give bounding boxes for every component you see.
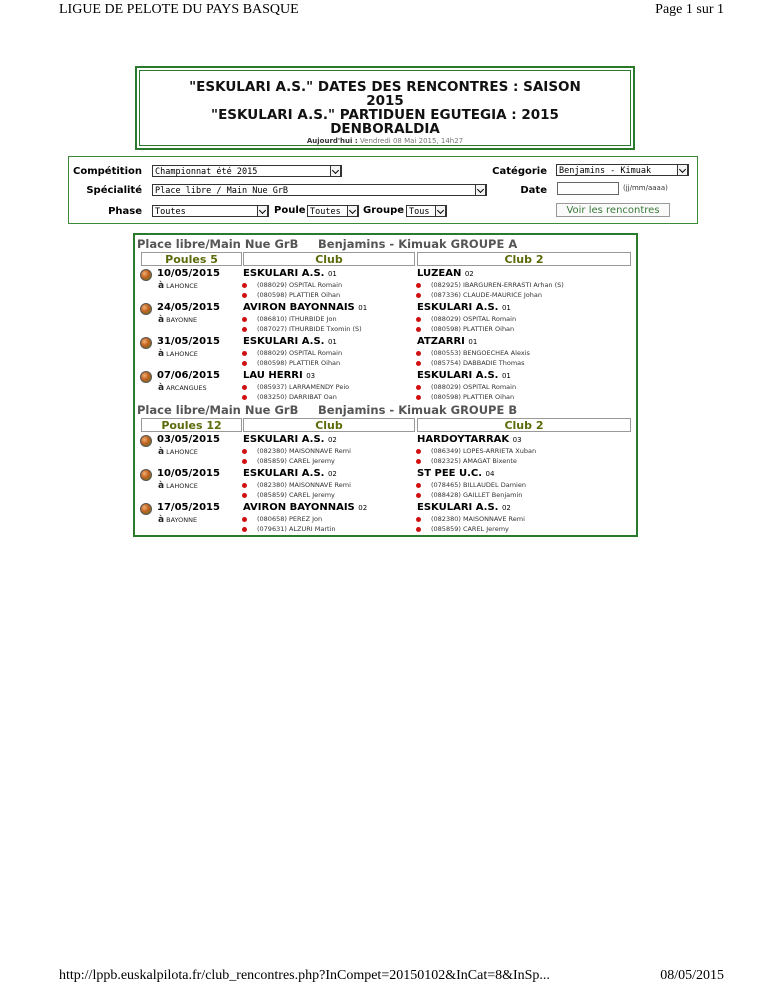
column-header-club: Club	[243, 418, 415, 432]
club2-title: ESKULARI A.S.	[417, 502, 499, 513]
club2-player: (088029) OSPITAL Romain	[431, 383, 517, 391]
match-row	[135, 468, 635, 500]
page-title-line2: 2015	[366, 93, 404, 109]
club1-title: AVIRON BAYONNAIS	[243, 502, 355, 513]
match-location	[158, 481, 198, 491]
club1-player: (082380) MAISONNAVE Remi	[257, 481, 351, 489]
club2-team-number: 01	[501, 372, 511, 380]
club2-name	[417, 268, 474, 279]
club1-player: (085937) LARRAMENDY Peio	[257, 383, 350, 391]
page-title-line4: DENBORALDIA	[330, 121, 440, 137]
poule-value: Toutes	[310, 207, 341, 217]
match-date: 24/05/2015	[157, 302, 220, 313]
poule-label: Poule	[274, 205, 306, 216]
results-panel	[133, 233, 638, 537]
groupe-label: Groupe	[363, 205, 405, 216]
match-date: 07/06/2015	[157, 370, 220, 381]
club1-team-number: 02	[358, 504, 368, 512]
pelote-ball-icon[interactable]	[140, 469, 152, 481]
club2-name	[417, 302, 511, 313]
club1-player: (088029) OSPITAL Romain	[257, 349, 343, 357]
club1-player: (088029) OSPITAL Romain	[257, 281, 343, 289]
print-footer-url: http://lppb.euskalpilota.fr/club_rencontres.php?InCompet=20150102&InCat=8&InSp...	[59, 968, 550, 983]
club2-name	[417, 336, 477, 347]
specialite-label: Spécialité	[86, 185, 142, 196]
club1-team-number: 03	[306, 372, 316, 380]
club2-player: (086349) LOPES-ARRIETA Xuban	[431, 447, 537, 455]
location-prefix: à	[158, 281, 165, 291]
pelote-ball-icon[interactable]	[140, 371, 152, 383]
pelote-ball-icon[interactable]	[140, 303, 152, 315]
club1-player: (080658) PEREZ Jon	[257, 515, 323, 523]
location-name: LAHONCE	[166, 448, 198, 456]
match-row	[135, 434, 635, 466]
club1-player: (080598) PLATTIER Oihan	[257, 291, 341, 299]
phase-value: Toutes	[155, 207, 186, 217]
club1-team-number: 01	[358, 304, 368, 312]
club1-team-number: 02	[327, 436, 337, 444]
club2-player: (080598) PLATTIER Oihan	[431, 393, 515, 401]
column-header-poule: Poules 5	[141, 252, 242, 266]
location-prefix: à	[158, 481, 165, 491]
print-header-title: LIGUE DE PELOTE DU PAYS BASQUE	[59, 2, 299, 17]
date-label: Date	[520, 185, 547, 196]
group-specialite: Place libre/Main Nue GrB	[137, 403, 299, 417]
groupe-select[interactable]	[406, 205, 447, 217]
club2-player: (082925) IBARGUREN-ERRASTI Arhan (S)	[431, 281, 564, 289]
categorie-select[interactable]	[556, 164, 689, 176]
date-input[interactable]	[557, 182, 619, 195]
club2-title: ATZARRI	[417, 336, 465, 347]
match-date: 03/05/2015	[157, 434, 220, 445]
match-date: 10/05/2015	[157, 268, 220, 279]
phase-label: Phase	[108, 206, 142, 217]
match-row	[135, 302, 635, 334]
match-location	[158, 349, 198, 359]
club1-player: (086810) ITHURBIDE Jon	[257, 315, 337, 323]
club1-name	[243, 434, 337, 445]
location-name: LAHONCE	[166, 482, 198, 490]
club2-player: (078465) BILLAUDEL Damien	[431, 481, 526, 489]
today-value: Vendredi 08 Mai 2015, 14h27	[359, 137, 464, 145]
match-location	[158, 515, 197, 525]
location-prefix: à	[158, 515, 165, 525]
group-specialite: Place libre/Main Nue GrB	[137, 237, 299, 251]
chevron-down-icon	[677, 164, 688, 176]
club2-title: ESKULARI A.S.	[417, 302, 499, 313]
club1-player: (085859) CAREL Jeremy	[257, 491, 335, 499]
competition-label: Compétition	[73, 166, 142, 177]
categorie-label: Catégorie	[492, 166, 547, 177]
club2-player: (080598) PLATTIER Oihan	[431, 325, 515, 333]
match-location	[158, 281, 198, 291]
club2-player: (082325) AMAGAT Bixente	[431, 457, 517, 465]
club2-team-number: 01	[468, 338, 478, 346]
club2-team-number: 03	[512, 436, 522, 444]
club1-player: (080598) PLATTIER Oihan	[257, 359, 341, 367]
match-location	[158, 447, 198, 457]
pelote-ball-icon[interactable]	[140, 337, 152, 349]
club1-player: (083250) DARRIBAT Oan	[257, 393, 337, 401]
club1-title: ESKULARI A.S.	[243, 268, 325, 279]
match-date: 10/05/2015	[157, 468, 220, 479]
match-location	[158, 383, 207, 393]
location-name: LAHONCE	[166, 282, 198, 290]
club1-name	[243, 302, 367, 313]
club2-player: (087336) CLAUDE-MAURICE Johan	[431, 291, 542, 299]
club1-player: (087027) ITHURBIDE Txomin (S)	[257, 325, 362, 333]
club1-name	[243, 502, 367, 513]
competition-select[interactable]	[152, 165, 342, 177]
location-prefix: à	[158, 349, 165, 359]
club1-team-number: 01	[327, 270, 337, 278]
page-title-box	[135, 66, 635, 150]
club2-team-number: 02	[501, 504, 511, 512]
club2-player: (082380) MAISONNAVE Remi	[431, 515, 525, 523]
location-prefix: à	[158, 315, 165, 325]
club1-team-number: 01	[327, 338, 337, 346]
print-page-number: Page 1 sur 1	[655, 2, 724, 17]
club1-team-number: 02	[327, 470, 337, 478]
categorie-value: Benjamins - Kimuak	[559, 166, 652, 176]
club2-title: LUZEAN	[417, 268, 462, 279]
page-title-line3: "ESKULARI A.S." PARTIDUEN EGUTEGIA : 2015	[211, 107, 559, 123]
competition-value: Championnat été 2015	[155, 167, 258, 177]
location-name: ARCANGUES	[166, 384, 207, 392]
club1-name	[243, 268, 337, 279]
pelote-ball-icon[interactable]	[140, 269, 152, 281]
pelote-ball-icon[interactable]	[140, 503, 152, 515]
column-header-club2: Club 2	[417, 418, 631, 432]
club1-player: (079631) ALZURI Martin	[257, 525, 336, 533]
club1-name	[243, 468, 337, 479]
club2-title: ST PEE U.C.	[417, 468, 483, 479]
group-categorie: Benjamins - Kimuak GROUPE B	[318, 403, 518, 417]
location-prefix: à	[158, 383, 165, 393]
location-name: BAYONNE	[166, 516, 198, 524]
match-date: 31/05/2015	[157, 336, 220, 347]
location-name: LAHONCE	[166, 350, 198, 358]
column-header-club2: Club 2	[417, 252, 631, 266]
column-header-club: Club	[243, 252, 415, 266]
chevron-down-icon	[435, 205, 446, 217]
match-row	[135, 268, 635, 300]
poule-select[interactable]	[307, 205, 359, 217]
club1-title: ESKULARI A.S.	[243, 468, 325, 479]
today-label: Aujourd'hui :	[306, 137, 358, 145]
club1-player: (085859) CAREL Jeremy	[257, 457, 335, 465]
club2-team-number: 01	[501, 304, 511, 312]
print-header	[0, 0, 768, 22]
club1-title: ESKULARI A.S.	[243, 434, 325, 445]
location-name: BAYONNE	[166, 316, 198, 324]
chevron-down-icon	[257, 205, 268, 217]
group-categorie: Benjamins - Kimuak GROUPE A	[318, 237, 518, 251]
pelote-ball-icon[interactable]	[140, 435, 152, 447]
club1-title: AVIRON BAYONNAIS	[243, 302, 355, 313]
club2-player: (088428) GAILLET Benjamin	[431, 491, 523, 499]
club2-player: (088029) OSPITAL Romain	[431, 315, 517, 323]
match-location	[158, 315, 197, 325]
club2-player: (085859) CAREL Jeremy	[431, 525, 509, 533]
phase-select[interactable]	[152, 205, 269, 217]
club2-name	[417, 434, 522, 445]
page-title-line1: "ESKULARI A.S." DATES DES RENCONTRES : SAISON	[189, 79, 581, 95]
club2-team-number: 02	[464, 270, 474, 278]
club1-title: ESKULARI A.S.	[243, 336, 325, 347]
club1-name	[243, 370, 315, 381]
club2-name	[417, 502, 511, 513]
chevron-down-icon	[330, 165, 341, 177]
print-footer-date: 08/05/2015	[660, 968, 724, 983]
voir-rencontres-button[interactable]: Voir les rencontres	[556, 203, 670, 217]
club2-player: (085754) DABBADIE Thomas	[431, 359, 525, 367]
chevron-down-icon	[475, 184, 486, 196]
today-info	[137, 137, 633, 145]
club2-title: HARDOYTARRAK	[417, 434, 510, 445]
club2-name	[417, 370, 511, 381]
club1-title: LAU HERRI	[243, 370, 303, 381]
specialite-value: Place libre / Main Nue GrB	[155, 186, 289, 196]
match-row	[135, 336, 635, 368]
specialite-select[interactable]	[152, 184, 487, 196]
match-date: 17/05/2015	[157, 502, 220, 513]
location-prefix: à	[158, 447, 165, 457]
groupe-value: Tous	[409, 207, 430, 217]
club2-team-number: 04	[485, 470, 495, 478]
match-row	[135, 502, 635, 534]
club2-title: ESKULARI A.S.	[417, 370, 499, 381]
club1-name	[243, 336, 337, 347]
column-header-poule: Poules 12	[141, 418, 242, 432]
match-row	[135, 370, 635, 402]
club2-name	[417, 468, 494, 479]
club2-player: (080553) BENGOECHEA Alexis	[431, 349, 530, 357]
club1-player: (082380) MAISONNAVE Remi	[257, 447, 351, 455]
date-format-hint: (jj/mm/aaaa)	[623, 184, 668, 192]
chevron-down-icon	[347, 205, 358, 217]
